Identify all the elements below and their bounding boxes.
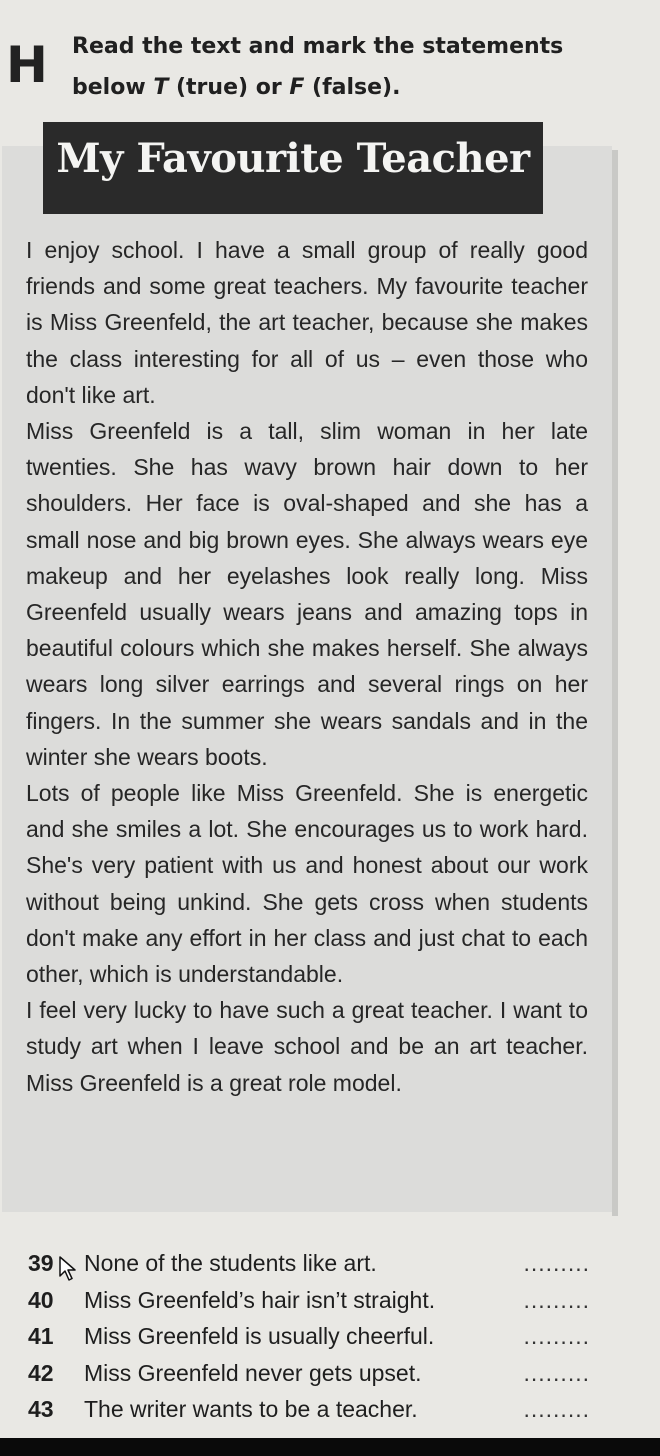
statement-text: The writer wants to be a teacher. xyxy=(84,1396,418,1422)
statement-text: Miss Greenfeld never gets upset. xyxy=(84,1359,422,1386)
false-letter: F xyxy=(289,75,305,100)
answer-blank[interactable]: ......... xyxy=(523,1250,590,1276)
exercise-instruction xyxy=(72,26,632,108)
statement-text: Miss Greenfeld’s hair isn’t straight. xyxy=(84,1286,436,1313)
statement-number: 43 xyxy=(28,1396,54,1422)
statement-row xyxy=(28,1396,590,1433)
statement-number: 40 xyxy=(28,1286,54,1313)
statement-row xyxy=(28,1323,590,1360)
true-letter: T xyxy=(153,75,169,100)
answer-blank[interactable]: ......... xyxy=(523,1359,590,1386)
statement-row xyxy=(28,1360,590,1397)
answer-blank[interactable]: ......... xyxy=(523,1396,590,1422)
article-paragraph-3: Lots of people like Miss Greenfeld. She is energetic and she smiles a lot. She encourages us to work hard. She's very patient with us and honest about our work without being unkind. She gets cross when students don't make any effort in her class and just chat to each other, which is understandable. xyxy=(26,780,588,988)
article-paragraph-4: I feel very lucky to have such a great teacher. I want to study art when I leave school and be an art teacher. Miss Greenfeld is a great role model. xyxy=(26,997,588,1096)
statement-row xyxy=(28,1287,590,1324)
article-title: My Favourite Teacher xyxy=(56,135,530,182)
statement-number: 41 xyxy=(28,1323,54,1349)
answer-blank[interactable]: ......... xyxy=(523,1323,590,1349)
statement-number: 42 xyxy=(28,1359,54,1386)
instruction-line-1: Read the text and mark the statements xyxy=(72,34,564,59)
statement-row xyxy=(28,1250,590,1287)
section-letter: H xyxy=(6,36,48,94)
statement-number: 39 xyxy=(28,1250,54,1276)
false-word: (false). xyxy=(304,75,401,100)
instruction-line-2-start: below xyxy=(72,75,154,100)
answer-blank[interactable]: ......... xyxy=(523,1286,590,1313)
article-body xyxy=(26,232,588,1101)
statement-text: None of the students like art. xyxy=(84,1250,377,1276)
statement-text: Miss Greenfeld is usually cheerful. xyxy=(84,1323,435,1349)
article-paragraph-1: I enjoy school. I have a small group of really good friends and some great teachers. My favourite teacher is Miss Greenfeld, the art teacher, because she makes the class interesting for all of us – even those who don't like art. xyxy=(26,237,588,408)
mouse-pointer-icon xyxy=(58,1256,78,1282)
true-word: (true) or xyxy=(168,75,290,100)
article-paragraph-2: Miss Greenfeld is a tall, slim woman in her late twenties. She has wavy brown hair down to her shoulders. Her face is oval-shaped and she has a small nose and big brown eyes. She always wears eye makeup and her eyelashes look really long. Miss Greenfeld usually wears jeans and amazing tops in beautiful colours which she makes herself. She always wears long silver earrings and several rings on her fingers. In the summer she wears sandals and in the winter she wears boots. xyxy=(26,418,588,770)
statement-list xyxy=(28,1250,590,1433)
bottom-edge xyxy=(0,1438,660,1456)
